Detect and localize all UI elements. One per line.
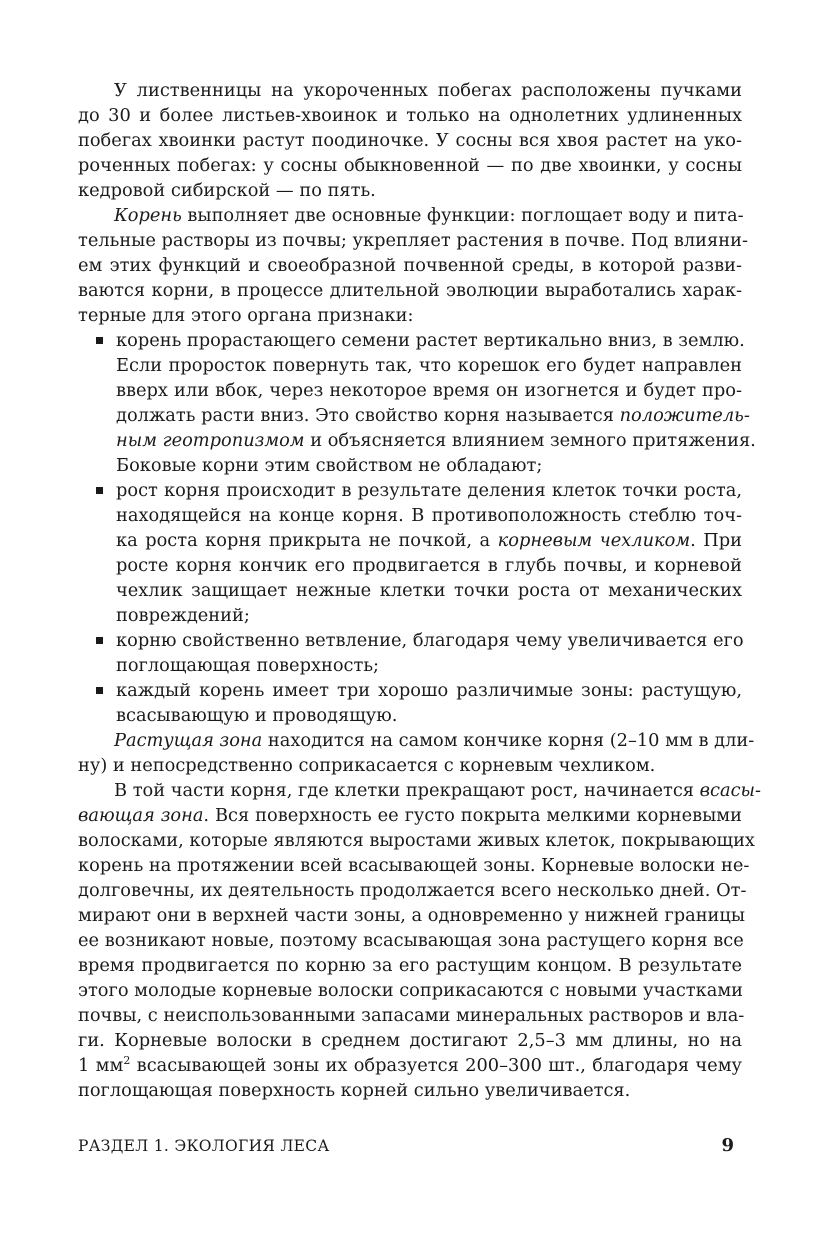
text-line: корень на протяжении всей всасывающей зоны. Корневые волоски не-	[78, 855, 750, 876]
text-line: У лиственницы на укороченных побегах расположены пучками	[114, 80, 742, 101]
bullet-square-icon	[96, 637, 103, 644]
text-line	[78, 628, 742, 653]
superscript: 2	[123, 1054, 131, 1067]
text-line: роченных побегах: у сосны обыкновенной — по две хвоинки, у сосны	[78, 155, 742, 176]
text-line: до 30 и более листьев-хвоинок и только на однолетних удлиненных	[78, 105, 742, 126]
term-absorbing-zone-cont: вающая зона	[78, 805, 204, 826]
text-run: . При	[690, 530, 742, 551]
text-run: выполняет две основные функции: поглощает воду и пита-	[181, 205, 744, 226]
bullet-item-geotropism	[78, 328, 756, 478]
text-line: вверх или вбок, через некоторое время он изогнется и будет про-	[116, 380, 742, 401]
text-line	[78, 1053, 742, 1078]
text-line: мирают они в верхней части зоны, а одновременно у нижней границы	[78, 905, 745, 926]
bullet-square-icon	[96, 337, 103, 344]
text-line: ее возникают новые, поэтому всасывающая зона растущего корня все	[78, 930, 744, 951]
text-line: поглощающая поверхность;	[116, 655, 380, 676]
page-body	[78, 78, 762, 1103]
paragraph-root-functions	[78, 203, 748, 328]
text-line: тельные растворы из почвы; укрепляет растения в почве. Под влияни-	[78, 230, 748, 251]
text-line: волосками, которые являются выростами живых клеток, покрывающих	[78, 830, 755, 851]
text-line: ем этих функций и своеобразной почвенной среды, в которой разви-	[78, 255, 742, 276]
bullet-item-zones	[78, 678, 742, 728]
paragraph-larch-needles	[78, 78, 742, 203]
text-line	[78, 803, 742, 828]
text-run: и объясняется влиянием земного притяжения.	[304, 430, 756, 451]
text-run: каждый корень имеет три хорошо различимые зоны: растущую,	[116, 680, 742, 701]
text-line	[78, 778, 762, 803]
text-run: всасывающей зоны их образуется 200–300 шт., благодаря чему	[130, 1055, 742, 1076]
text-line: почвы, с неиспользованными запасами минеральных растворов и вла-	[78, 1005, 745, 1026]
text-run: находится на самом кончике корня (2–10 мм в дли-	[262, 730, 755, 751]
term-geotropism-cont: ным геотропизмом	[116, 430, 305, 451]
page-number: 9	[721, 1135, 734, 1156]
term-root-cap: корневым чехликом	[497, 530, 691, 551]
text-line: Боковые корни этим свойством не обладают;	[116, 455, 543, 476]
bullet-list	[78, 328, 756, 728]
term-absorbing-zone: всасы-	[699, 780, 762, 801]
text-line	[78, 678, 742, 703]
text-line: чехлик защищает нежные клетки точки роста от механических	[116, 580, 742, 601]
text-line	[78, 403, 750, 428]
text-line: побегах хвоинки растут поодиночке. У сосны вся хвоя растет на уко-	[78, 130, 742, 151]
text-line	[78, 428, 756, 453]
text-line: время продвигается по корню за его растущим концом. В результате	[78, 955, 742, 976]
text-line	[78, 528, 742, 553]
text-line: ги. Корневые волоски в среднем достигают 2,5–3 мм длины, но на	[78, 1030, 742, 1051]
running-footer-section: РАЗДЕЛ 1. ЭКОЛОГИЯ ЛЕСА	[78, 1137, 330, 1155]
text-line: всасывающую и проводящую.	[116, 705, 398, 726]
bullet-item-root-cap	[78, 478, 742, 628]
text-line: ваются корни, в процессе длительной эволюции выработались харак-	[78, 280, 742, 301]
paragraph-absorbing-zone	[78, 778, 762, 1103]
term-growing-zone: Растущая зона	[114, 730, 263, 751]
text-run: В той части корня, где клетки прекращают рост, начинается	[114, 780, 700, 801]
text-line: этого молодые корневые волоски соприкасаются с новыми участками	[78, 980, 744, 1001]
text-line	[78, 328, 745, 353]
text-run: ка роста корня прикрыта не почкой, а	[116, 530, 498, 551]
text-line: Если проросток повернуть так, что корешок его будет направлен	[116, 355, 742, 376]
text-line: терные для этого органа признаки:	[78, 305, 414, 326]
term-geotropism: положитель-	[619, 405, 750, 426]
text-run: корню свойственно ветвление, благодаря чему увеличивается его	[116, 630, 744, 651]
text-line	[78, 478, 742, 503]
text-line: находящейся на конце корня. В противоположность стеблю точ-	[116, 505, 742, 526]
text-line: росте корня кончик его продвигается в глубь почвы, и корневой	[116, 555, 742, 576]
bullet-square-icon	[96, 687, 103, 694]
bullet-item-branching	[78, 628, 742, 678]
text-line: повреждений;	[116, 605, 250, 626]
text-line: поглощающая поверхность корней сильно увеличивается.	[78, 1080, 631, 1101]
paragraph-growing-zone	[78, 728, 755, 778]
page-footer	[78, 1133, 742, 1159]
text-line: кедровой сибирской — по пять.	[78, 180, 376, 201]
text-run: корень прорастающего семени растет вертикально вниз, в землю.	[116, 330, 745, 351]
text-line	[78, 728, 755, 753]
text-run: рост корня происходит в результате деления клеток точки роста,	[116, 480, 742, 501]
text-line	[78, 203, 742, 228]
text-run: должать расти вниз. Это свойство корня называется	[116, 405, 620, 426]
text-line: долговечны, их деятельность продолжается всего несколько дней. От-	[78, 880, 747, 901]
text-run: 1 мм	[78, 1055, 124, 1076]
text-run: . Вся поверхность ее густо покрыта мелкими корневыми	[203, 805, 742, 826]
bullet-square-icon	[96, 487, 103, 494]
term-root: Корень	[114, 205, 182, 226]
text-line: ну) и непосредственно соприкасается с корневым чехликом.	[78, 755, 656, 776]
